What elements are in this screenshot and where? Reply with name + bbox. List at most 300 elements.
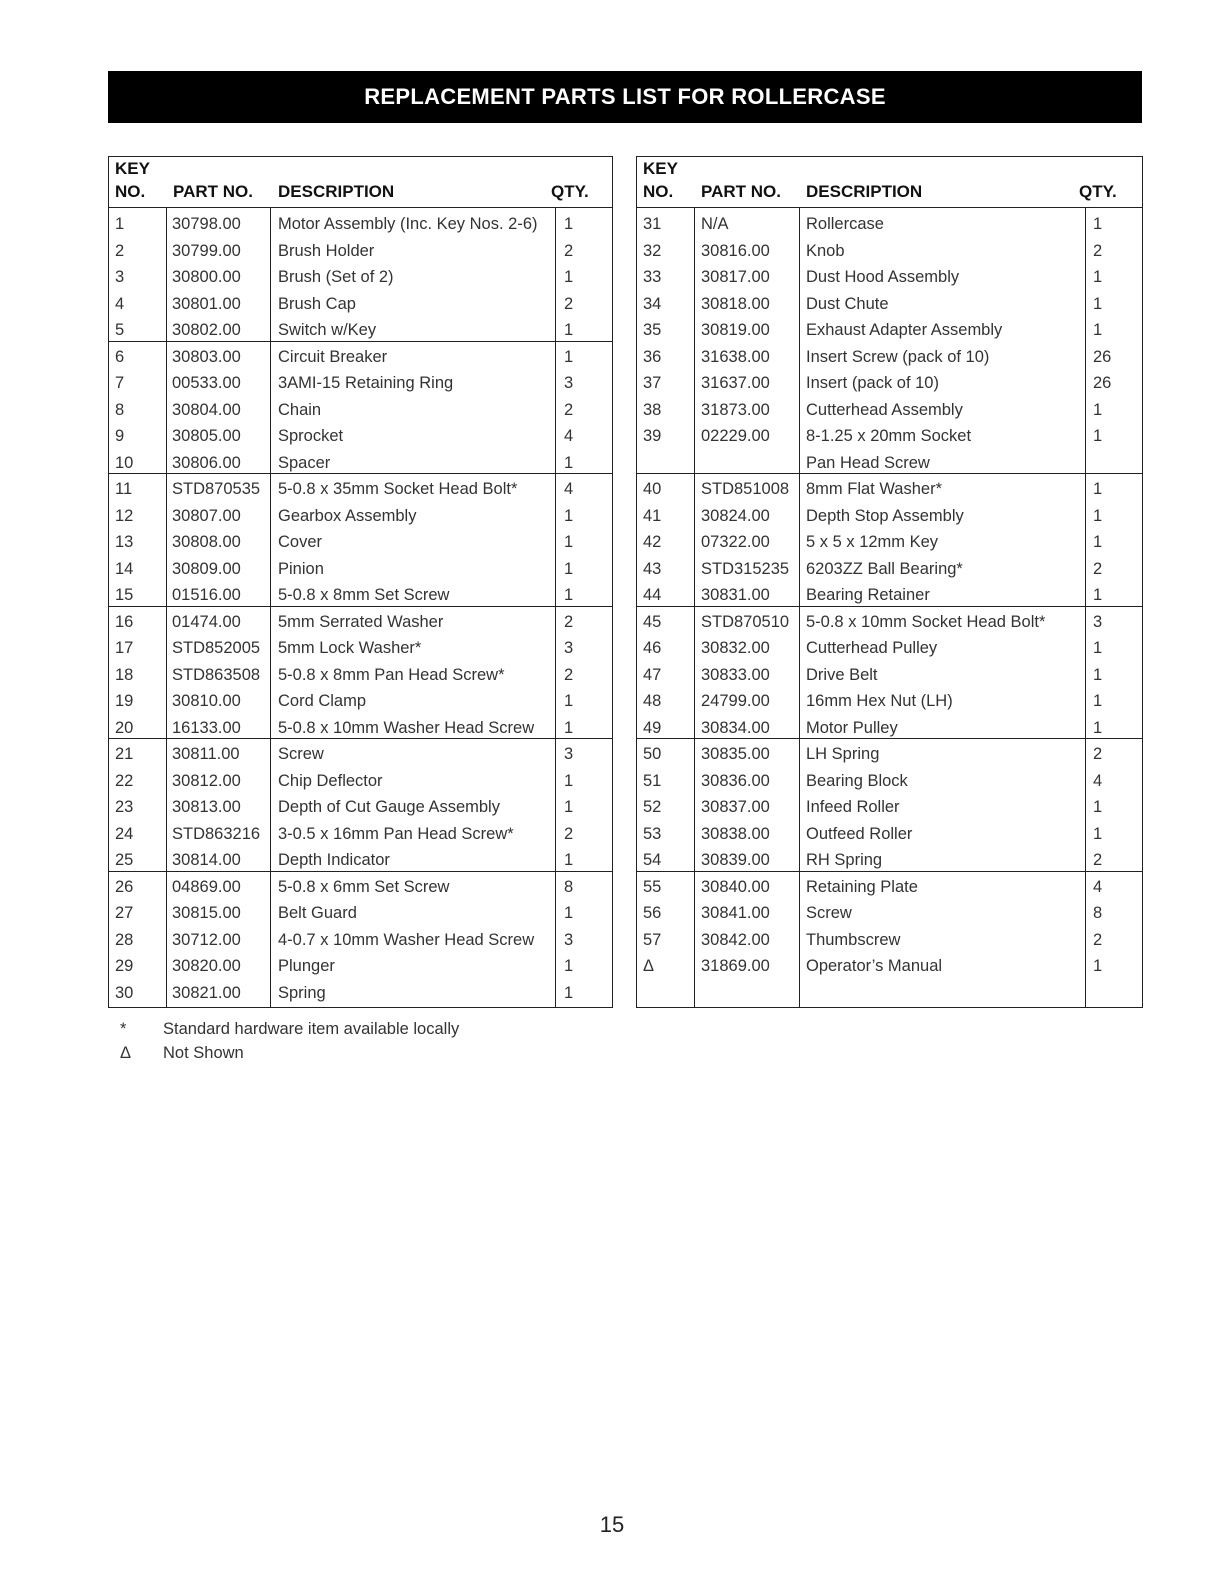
cell-description: 5mm Serrated Washer <box>278 612 444 631</box>
header-no: NO. <box>643 182 674 201</box>
cell-part-no: 31873.00 <box>701 400 770 419</box>
table-row <box>109 397 612 424</box>
header-no: NO. <box>115 182 146 201</box>
table-row <box>109 238 612 265</box>
cell-qty: 1 <box>1093 639 1103 657</box>
cell-description: 5-0.8 x 10mm Washer Head Screw <box>278 718 535 737</box>
table-row <box>637 476 1142 503</box>
table-row <box>109 662 612 689</box>
cell-part-no: STD315235 <box>701 559 790 578</box>
cell-part-no: 30802.00 <box>172 321 241 339</box>
cell-qty: 1 <box>1093 506 1103 525</box>
cell-description: Bearing Block <box>806 771 908 790</box>
table-row <box>637 609 1142 636</box>
cell-description: Thumbscrew <box>806 930 901 949</box>
cell-description: Depth Indicator <box>278 851 390 869</box>
cell-key-no: 24 <box>115 824 134 843</box>
cell-part-no: 30814.00 <box>172 851 241 869</box>
table-row <box>109 874 612 901</box>
cell-qty: 1 <box>1093 957 1103 975</box>
table-row <box>637 900 1142 927</box>
cell-part-no: 00533.00 <box>172 374 241 392</box>
cell-description: 3AMI-15 Retaining Ring <box>278 374 454 392</box>
cell-description: Cutterhead Pulley <box>806 639 938 657</box>
cell-key-no: Δ <box>643 957 655 975</box>
cell-key-no: 20 <box>115 718 134 737</box>
cell-key-no: 18 <box>115 665 134 684</box>
table-row <box>637 927 1142 954</box>
table-row <box>109 423 612 450</box>
cell-key-no: 57 <box>643 930 662 949</box>
cell-qty: 1 <box>1093 533 1103 551</box>
page-number: 15 <box>599 1512 625 1537</box>
cell-qty: 1 <box>564 215 574 233</box>
cell-key-no: 54 <box>643 851 662 869</box>
cell-part-no: 30712.00 <box>172 930 241 949</box>
table-row <box>109 794 612 821</box>
table-header <box>637 157 1142 208</box>
cell-key-no: 56 <box>643 904 662 922</box>
table-row <box>109 370 612 397</box>
cell-key-no: 28 <box>115 930 134 949</box>
cell-description: Cutterhead Assembly <box>806 400 963 419</box>
parts-table-left <box>108 156 613 1008</box>
header-key: KEY <box>115 159 150 178</box>
table-row <box>109 821 612 848</box>
cell-key-no: 44 <box>643 586 662 604</box>
cell-part-no: 30841.00 <box>701 904 770 922</box>
cell-description: Spacer <box>278 453 331 472</box>
cell-description: 5-0.8 x 35mm Socket Head Bolt* <box>278 480 518 498</box>
cell-qty: 1 <box>1093 427 1103 445</box>
cell-qty: 3 <box>1093 612 1103 631</box>
cell-qty: 1 <box>1093 798 1103 816</box>
cell-qty: 1 <box>564 692 574 710</box>
cell-part-no: N/A <box>701 215 729 233</box>
table-row <box>637 291 1142 318</box>
cell-qty: 2 <box>564 241 574 260</box>
cell-description: Cord Clamp <box>278 692 367 710</box>
cell-key-no: 12 <box>115 506 134 525</box>
table-row <box>109 476 612 503</box>
cell-part-no: 24799.00 <box>701 692 770 710</box>
cell-description: 16mm Hex Nut (LH) <box>806 692 953 710</box>
cell-description: 8-1.25 x 20mm Socket <box>806 427 972 445</box>
cell-key-no: 50 <box>643 745 662 763</box>
cell-key-no: 37 <box>643 374 662 392</box>
cell-key-no: 55 <box>643 877 662 896</box>
cell-description: Outfeed Roller <box>806 824 913 843</box>
cell-qty: 1 <box>564 453 574 472</box>
cell-key-no: 5 <box>115 321 125 339</box>
cell-description: Dust Chute <box>806 294 889 313</box>
cell-description: 8mm Flat Washer* <box>806 480 942 498</box>
cell-key-no: 15 <box>115 586 134 604</box>
cell-qty: 1 <box>1093 824 1103 843</box>
cell-description: 5-0.8 x 8mm Pan Head Screw* <box>278 665 505 684</box>
table-row <box>637 503 1142 530</box>
cell-key-no: 52 <box>643 798 662 816</box>
table-row <box>109 688 612 715</box>
cell-description: Pinion <box>278 559 324 578</box>
cell-key-no: 26 <box>115 877 134 896</box>
table-row <box>637 635 1142 662</box>
table-row <box>109 264 612 291</box>
cell-qty: 3 <box>564 639 574 657</box>
cell-description: Screw <box>806 904 852 922</box>
cell-part-no: 30803.00 <box>172 347 241 366</box>
cell-qty: 26 <box>1093 347 1112 366</box>
cell-part-no: 30798.00 <box>172 215 241 233</box>
table-row <box>637 529 1142 556</box>
cell-key-no: 34 <box>643 294 662 313</box>
cell-key-no: 31 <box>643 215 662 233</box>
table-row <box>637 768 1142 795</box>
page-title: REPLACEMENT PARTS LIST FOR ROLLERCASE <box>108 71 1142 123</box>
cell-qty: 1 <box>1093 321 1103 339</box>
cell-part-no: 30799.00 <box>172 241 241 260</box>
table-row <box>109 211 612 238</box>
cell-qty: 1 <box>564 559 574 578</box>
cell-qty: 2 <box>1093 745 1103 763</box>
cell-description: Depth of Cut Gauge Assembly <box>278 798 500 816</box>
cell-description: 5-0.8 x 10mm Socket Head Bolt* <box>806 612 1046 631</box>
cell-key-no: 16 <box>115 612 134 631</box>
table-row <box>109 503 612 530</box>
cell-description: Infeed Roller <box>806 798 900 816</box>
cell-description: Chip Deflector <box>278 771 383 790</box>
cell-part-no: STD870535 <box>172 480 261 498</box>
cell-part-no: 30810.00 <box>172 692 241 710</box>
cell-key-no: 36 <box>643 347 662 366</box>
cell-qty: 1 <box>564 321 574 339</box>
cell-qty: 1 <box>1093 586 1103 604</box>
header-key: KEY <box>643 159 678 178</box>
cell-key-no: 53 <box>643 824 662 843</box>
cell-part-no: 30815.00 <box>172 904 241 922</box>
cell-description: 5 x 5 x 12mm Key <box>806 533 939 551</box>
cell-part-no: 30831.00 <box>701 586 770 604</box>
cell-description: Drive Belt <box>806 665 878 684</box>
cell-key-no: 13 <box>115 533 134 551</box>
cell-qty: 3 <box>564 745 574 763</box>
cell-qty: 4 <box>564 427 574 445</box>
cell-part-no: 01516.00 <box>172 586 241 604</box>
cell-qty: 1 <box>1093 665 1103 684</box>
cell-part-no: 30808.00 <box>172 533 241 551</box>
cell-qty: 1 <box>564 983 574 1002</box>
cell-key-no: 2 <box>115 241 125 260</box>
cell-part-no: 30820.00 <box>172 957 241 975</box>
cell-part-no: 30805.00 <box>172 427 241 445</box>
cell-key-no: 49 <box>643 718 662 737</box>
cell-description: Pan Head Screw <box>806 453 930 472</box>
cell-key-no: 47 <box>643 665 662 684</box>
cell-description: Retaining Plate <box>806 877 918 896</box>
cell-description: 5-0.8 x 8mm Set Screw <box>278 586 450 604</box>
table-row <box>637 264 1142 291</box>
table-row <box>109 927 612 954</box>
cell-description: Rollercase <box>806 215 884 233</box>
cell-part-no: 30842.00 <box>701 930 770 949</box>
cell-qty: 2 <box>1093 559 1103 578</box>
cell-part-no: STD870510 <box>701 612 790 631</box>
footnote-text: Standard hardware item available locally <box>163 1020 460 1038</box>
table-row <box>109 344 612 371</box>
cell-key-no: 27 <box>115 904 134 922</box>
cell-qty: 1 <box>1093 294 1103 313</box>
cell-part-no: 31637.00 <box>701 374 770 392</box>
cell-part-no: STD852005 <box>172 639 261 657</box>
table-row <box>637 397 1142 424</box>
table-row <box>637 741 1142 768</box>
cell-qty: 4 <box>1093 877 1103 896</box>
cell-part-no: 01474.00 <box>172 612 241 631</box>
cell-qty: 1 <box>564 533 574 551</box>
table-row <box>637 238 1142 265</box>
cell-description: RH Spring <box>806 851 883 869</box>
cell-description: Gearbox Assembly <box>278 506 417 525</box>
cell-part-no: 31869.00 <box>701 957 770 975</box>
cell-key-no: 45 <box>643 612 662 631</box>
header-qty: QTY. <box>1079 182 1117 201</box>
cell-key-no: 4 <box>115 294 125 313</box>
cell-key-no: 19 <box>115 692 134 710</box>
cell-part-no: 30817.00 <box>701 268 770 286</box>
cell-description: 4-0.7 x 10mm Washer Head Screw <box>278 930 535 949</box>
cell-description: Bearing Retainer <box>806 586 930 604</box>
cell-key-no: 14 <box>115 559 134 578</box>
cell-description: Exhaust Adapter Assembly <box>806 321 1003 339</box>
cell-key-no: 48 <box>643 692 662 710</box>
cell-qty: 1 <box>564 771 574 790</box>
table-row <box>637 344 1142 371</box>
cell-qty: 1 <box>564 506 574 525</box>
cell-description: Belt Guard <box>278 904 357 922</box>
cell-description: Chain <box>278 400 322 419</box>
table-row <box>637 874 1142 901</box>
table-row <box>109 529 612 556</box>
cell-key-no: 6 <box>115 347 125 366</box>
cell-key-no: 21 <box>115 745 134 763</box>
cell-qty: 3 <box>564 374 574 392</box>
cell-qty: 1 <box>1093 215 1103 233</box>
table-row <box>109 741 612 768</box>
cell-key-no: 43 <box>643 559 662 578</box>
table-row <box>109 291 612 318</box>
cell-part-no: 30833.00 <box>701 665 770 684</box>
cell-part-no: 30806.00 <box>172 453 241 472</box>
header-part-no: PART NO. <box>173 182 253 201</box>
cell-key-no: 40 <box>643 480 662 498</box>
cell-qty: 2 <box>564 400 574 419</box>
cell-qty: 2 <box>1093 851 1103 869</box>
cell-qty: 3 <box>564 930 574 949</box>
cell-part-no: 30840.00 <box>701 877 770 896</box>
cell-key-no: 10 <box>115 453 134 472</box>
table-row <box>637 662 1142 689</box>
cell-description: Sprocket <box>278 427 344 445</box>
cell-description: LH Spring <box>806 745 880 763</box>
cell-key-no: 3 <box>115 268 125 286</box>
table-row <box>637 556 1142 583</box>
cell-part-no: 30809.00 <box>172 559 241 578</box>
table-row <box>637 794 1142 821</box>
cell-part-no: STD863508 <box>172 665 261 684</box>
cell-key-no: 7 <box>115 374 125 392</box>
cell-part-no: 02229.00 <box>701 427 770 445</box>
cell-part-no: 30839.00 <box>701 851 770 869</box>
header-description: DESCRIPTION <box>278 182 395 201</box>
table-row <box>637 423 1142 450</box>
cell-qty: 1 <box>1093 480 1103 498</box>
table-row <box>109 980 612 1007</box>
cell-key-no: 38 <box>643 400 662 419</box>
header-description: DESCRIPTION <box>806 182 923 201</box>
footnote-symbol: * <box>120 1020 127 1038</box>
table-row <box>637 688 1142 715</box>
table-row <box>109 609 612 636</box>
cell-qty: 1 <box>564 586 574 604</box>
cell-part-no: 16133.00 <box>172 718 241 737</box>
table-row <box>637 370 1142 397</box>
cell-qty: 2 <box>564 294 574 313</box>
cell-part-no: 30838.00 <box>701 824 770 843</box>
cell-qty: 1 <box>564 798 574 816</box>
table-row <box>109 900 612 927</box>
cell-qty: 1 <box>564 347 574 366</box>
cell-part-no: 30816.00 <box>701 241 770 260</box>
cell-description: Brush (Set of 2) <box>278 268 394 286</box>
cell-part-no: 30834.00 <box>701 718 770 737</box>
cell-part-no: 30801.00 <box>172 294 241 313</box>
cell-qty: 2 <box>564 665 574 684</box>
table-row <box>109 635 612 662</box>
cell-part-no: 30821.00 <box>172 983 241 1002</box>
cell-key-no: 22 <box>115 771 134 790</box>
cell-qty: 2 <box>564 824 574 843</box>
cell-qty: 1 <box>1093 692 1103 710</box>
cell-part-no: STD851008 <box>701 480 790 498</box>
cell-part-no: 30800.00 <box>172 268 241 286</box>
cell-key-no: 41 <box>643 506 662 525</box>
cell-qty: 26 <box>1093 374 1112 392</box>
cell-description: Dust Hood Assembly <box>806 268 960 286</box>
cell-description: 6203ZZ Ball Bearing* <box>806 559 963 578</box>
cell-qty: 1 <box>564 268 574 286</box>
cell-part-no: 30824.00 <box>701 506 770 525</box>
cell-part-no: 31638.00 <box>701 347 770 366</box>
cell-key-no: 11 <box>115 480 133 498</box>
cell-qty: 4 <box>564 480 574 498</box>
cell-qty: 1 <box>1093 718 1103 737</box>
table-row <box>637 211 1142 238</box>
cell-qty: 1 <box>564 851 574 869</box>
cell-qty: 2 <box>1093 241 1103 260</box>
cell-key-no: 32 <box>643 241 662 260</box>
cell-qty: 1 <box>564 957 574 975</box>
cell-part-no: 30813.00 <box>172 798 241 816</box>
cell-description: Motor Assembly (Inc. Key Nos. 2-6) <box>278 215 538 233</box>
cell-key-no: 29 <box>115 957 134 975</box>
cell-description: Operator’s Manual <box>806 957 943 975</box>
cell-qty: 1 <box>1093 268 1103 286</box>
cell-part-no: 30818.00 <box>701 294 770 313</box>
cell-part-no: 30837.00 <box>701 798 770 816</box>
cell-description: Cover <box>278 533 323 551</box>
cell-qty: 2 <box>564 612 574 631</box>
cell-part-no: 30835.00 <box>701 745 770 763</box>
cell-part-no: 30832.00 <box>701 639 770 657</box>
header-qty: QTY. <box>551 182 589 201</box>
parts-table-right <box>636 156 1143 1008</box>
cell-key-no: 39 <box>643 427 662 445</box>
cell-key-no: 1 <box>115 215 125 233</box>
cell-key-no: 42 <box>643 533 662 551</box>
table-row <box>109 556 612 583</box>
cell-key-no: 23 <box>115 798 134 816</box>
table-row <box>109 768 612 795</box>
cell-description: Brush Holder <box>278 241 375 260</box>
cell-description: Spring <box>278 983 326 1002</box>
cell-part-no: 30811.00 <box>172 745 240 763</box>
cell-description: Circuit Breaker <box>278 347 388 366</box>
cell-description: 3-0.5 x 16mm Pan Head Screw* <box>278 824 514 843</box>
cell-part-no: 04869.00 <box>172 877 241 896</box>
cell-description: Motor Pulley <box>806 718 898 737</box>
table-header <box>109 157 612 208</box>
table-row <box>109 953 612 980</box>
cell-qty: 4 <box>1093 771 1103 790</box>
cell-key-no: 35 <box>643 321 662 339</box>
cell-key-no: 33 <box>643 268 662 286</box>
cell-description: Insert Screw (pack of 10) <box>806 347 990 366</box>
cell-qty: 8 <box>1093 904 1103 922</box>
cell-part-no: 30807.00 <box>172 506 241 525</box>
footnote-symbol: Δ <box>120 1044 132 1062</box>
cell-key-no: 8 <box>115 400 125 419</box>
cell-key-no: 46 <box>643 639 662 657</box>
cell-part-no: 30812.00 <box>172 771 241 790</box>
cell-description: Plunger <box>278 957 335 975</box>
cell-part-no: 30836.00 <box>701 771 770 790</box>
cell-description: Knob <box>806 241 845 260</box>
cell-key-no: 9 <box>115 427 125 445</box>
cell-qty: 1 <box>1093 400 1103 419</box>
footnote-text: Not Shown <box>163 1044 244 1062</box>
cell-part-no: STD863216 <box>172 824 261 843</box>
cell-description: 5-0.8 x 6mm Set Screw <box>278 877 450 896</box>
header-part-no: PART NO. <box>701 182 781 201</box>
cell-description: 5mm Lock Washer* <box>278 639 422 657</box>
cell-key-no: 30 <box>115 983 134 1002</box>
cell-part-no: 30819.00 <box>701 321 770 339</box>
cell-qty: 8 <box>564 877 574 896</box>
cell-qty: 1 <box>564 904 574 922</box>
cell-description: Screw <box>278 745 324 763</box>
cell-description: Brush Cap <box>278 294 356 313</box>
cell-qty: 1 <box>564 718 574 737</box>
cell-description: Insert (pack of 10) <box>806 374 939 392</box>
cell-part-no: 30804.00 <box>172 400 241 419</box>
cell-key-no: 51 <box>643 771 662 790</box>
cell-description: Switch w/Key <box>278 321 377 339</box>
table-row <box>637 953 1142 980</box>
cell-key-no: 17 <box>115 639 134 657</box>
cell-qty: 2 <box>1093 930 1103 949</box>
table-row <box>637 821 1142 848</box>
cell-key-no: 25 <box>115 851 134 869</box>
